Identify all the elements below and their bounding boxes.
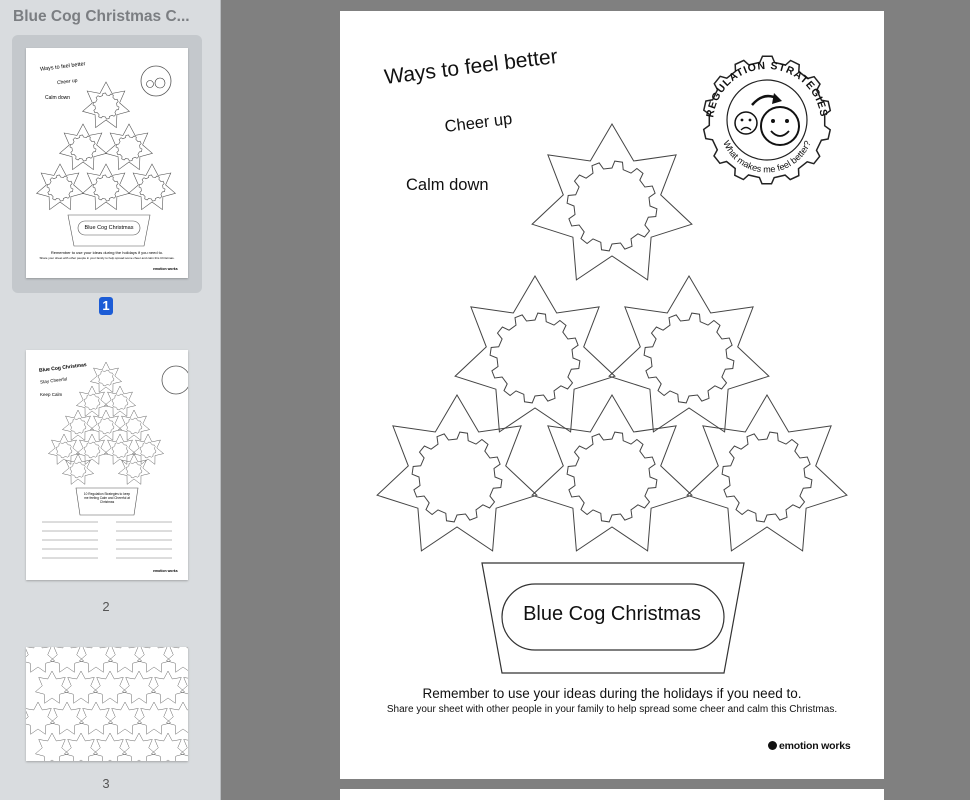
tree-star-4-cog	[412, 432, 502, 522]
thumb2-star-4-cog	[70, 418, 86, 434]
thumb2-star-6	[118, 410, 149, 440]
thumb3-star-24	[180, 733, 188, 761]
thumb1-share: Share your sheet with other people in your family to help spread some cheer and calm this Christmas.	[39, 256, 175, 260]
brand-text: emotion works	[779, 740, 851, 752]
thumb1-cheer: Cheer up	[56, 77, 78, 87]
thumb2-star-2	[76, 386, 107, 416]
thumb3-star-18	[166, 702, 188, 734]
thumb1-star-2	[60, 124, 107, 170]
page-number-3: 3	[102, 776, 110, 791]
thumb1-star-3-cog	[116, 135, 142, 161]
page-number-1: 1	[99, 297, 113, 315]
thumb2-star-3	[104, 386, 135, 416]
thumb1-remember: Remember to use your ideas during the holidays if you need to.	[50, 250, 164, 255]
thumb3-star-2	[50, 647, 83, 672]
thumb2-star-6-cog	[126, 418, 142, 434]
thumb2-star-2-cog	[84, 394, 100, 410]
thumb3-star-4	[108, 647, 141, 672]
thumb1-star-4	[37, 164, 84, 210]
tree-star-2-cog	[490, 313, 580, 403]
thumb1-star-1-cog	[93, 93, 119, 119]
worksheet-heading: Ways to feel better	[383, 44, 559, 90]
thumb1-heading: Ways to feel better	[39, 61, 86, 73]
cheer-up-label: Cheer up	[443, 109, 514, 137]
page-thumbnail-2[interactable]	[26, 350, 188, 580]
thumb3-star-1	[26, 647, 55, 672]
thumb3-star-9	[93, 671, 126, 703]
thumb1-star-6-cog	[139, 175, 165, 201]
thumb2-star-5	[90, 410, 121, 440]
thumb2-star-3-cog	[112, 394, 128, 410]
thumb3-star-10	[122, 671, 155, 703]
thumb2-star-12-cog	[126, 462, 142, 478]
calm-down-label: Calm down	[406, 176, 489, 194]
badge-bottom-text: What makes me feel better?	[721, 138, 813, 175]
tree-star-6	[687, 395, 847, 551]
share-text: Share your sheet with other people in your family to help spread some cheer and calm this Christmas.	[386, 704, 838, 715]
thumb3-star-11	[151, 671, 184, 703]
thumb2-star-10-cog	[140, 442, 156, 458]
thumbnail-3-art	[26, 647, 188, 761]
thumb1-star-1	[83, 82, 130, 128]
sad-face-icon	[735, 112, 757, 134]
tree-star-4	[377, 395, 537, 551]
thumb2-star-5-cog	[98, 418, 114, 434]
thumb1-star-6	[129, 164, 176, 210]
thumb1-star-5	[83, 164, 130, 210]
tree-star-1	[532, 124, 692, 280]
worksheet-art	[340, 11, 884, 779]
thumb2-stay: Stay Cheerful	[39, 376, 68, 385]
thumb1-star-5-cog	[93, 175, 119, 201]
thumb3-star-21	[93, 733, 126, 761]
thumb2-star-9-cog	[112, 442, 128, 458]
document-title: Blue Cog Christmas C...	[13, 8, 190, 25]
thumb2-keep: Keep Calm	[40, 392, 63, 397]
thumb2-star-12	[118, 454, 149, 484]
thumb1-star-2-cog	[70, 135, 96, 161]
page-number-2: 2	[102, 599, 110, 614]
thumb3-star-23	[151, 733, 184, 761]
document-page-2-edge	[340, 789, 884, 800]
thumb1-star-4-cog	[47, 175, 73, 201]
thumb2-star-1-cog	[98, 370, 114, 386]
thumb2-star-7-cog	[56, 442, 72, 458]
thumb3-star-20	[64, 733, 97, 761]
emotion-works-logo-icon	[768, 741, 777, 750]
curved-arrow-icon	[752, 93, 782, 105]
page-thumbnail-3[interactable]	[26, 647, 188, 761]
thumb2-star-11	[62, 454, 93, 484]
tree-star-5	[532, 395, 692, 551]
thumb3-star-19	[35, 733, 68, 761]
pot-label-text: Blue Cog Christmas	[523, 603, 701, 625]
thumb1-brand: emotion works	[153, 267, 178, 271]
thumb3-star-14	[50, 702, 83, 734]
thumb3-star-3	[79, 647, 112, 672]
thumb3-star-15	[79, 702, 112, 734]
thumb2-star-11-cog	[70, 462, 86, 478]
badge-top-text: REGULATION STRATEGIES	[704, 59, 830, 119]
document-page-1	[340, 11, 884, 779]
reminder-text: Remember to use your ideas during the holidays if you need to.	[422, 686, 802, 701]
thumb2-star-1	[90, 362, 121, 392]
thumb2-star-4	[62, 410, 93, 440]
thumb3-star-7	[35, 671, 68, 703]
thumbnail-2-art	[26, 350, 188, 580]
tree-star-6-cog	[722, 432, 812, 522]
thumb3-star-8	[64, 671, 97, 703]
thumb1-star-3	[106, 124, 153, 170]
document-viewer[interactable]	[221, 0, 970, 800]
thumb3-star-13	[26, 702, 55, 734]
tree-star-3-cog	[644, 313, 734, 403]
thumb1-calm: Calm down	[45, 95, 71, 101]
thumb3-star-12	[180, 671, 188, 703]
thumb1-pot-label: Blue Cog Christmas	[84, 225, 134, 231]
tree-star-3	[609, 276, 769, 432]
tree-star-1-cog	[567, 161, 657, 251]
thumbnail-sidebar	[0, 0, 221, 800]
tree-star-5-cog	[567, 432, 657, 522]
thumb3-star-22	[122, 733, 155, 761]
thumb3-star-16	[108, 702, 141, 734]
tree-star-2	[455, 276, 615, 432]
thumb3-star-5	[137, 647, 170, 672]
thumb2-title: Blue Cog Christmas	[38, 362, 87, 374]
thumbnail-1-art	[26, 48, 188, 278]
thumb2-box-text: 10 Regulation Strategies to keep me feeling Calm and Cheerful at Christmas	[83, 492, 131, 504]
thumb3-star-17	[137, 702, 170, 734]
emotion-works-logo	[768, 740, 851, 752]
happy-face-icon	[761, 107, 799, 145]
thumb2-brand: emotion works	[153, 569, 178, 573]
svg-text:REGULATION STRATEGIES	[704, 60, 830, 118]
regulation-strategies-badge	[704, 56, 831, 184]
thumb2-star-8-cog	[84, 442, 100, 458]
page-thumbnail-1[interactable]	[26, 48, 188, 278]
